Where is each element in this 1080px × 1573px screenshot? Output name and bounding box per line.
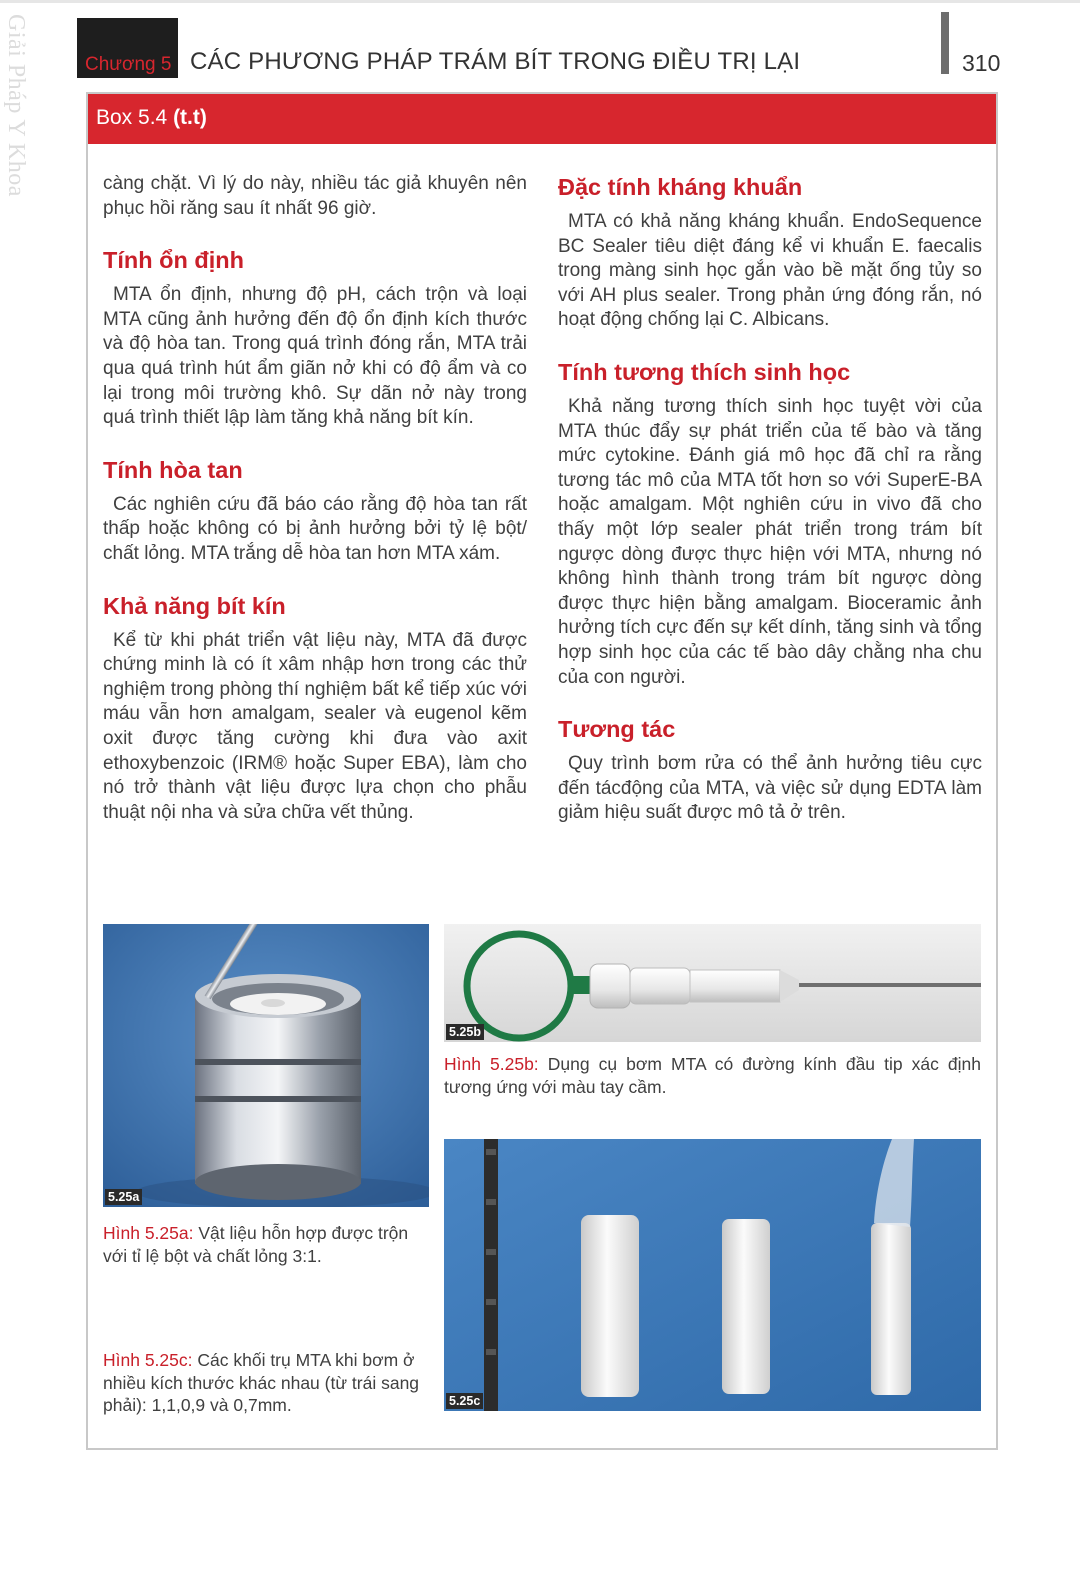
box-title xyxy=(96,106,207,130)
chapter-badge xyxy=(77,18,178,78)
paragraph-interaction: Quy trình bơm rửa có thể ảnh hưởng tiêu cực đến tácđộng của MTA, và việc sử dụng EDTA làm giảm hiệu suất được mô tả ở trên. xyxy=(558,753,982,824)
heading-biocompatibility: Tính tương thích sinh học xyxy=(558,358,851,385)
watermark-text: Giải Pháp Y Khoa xyxy=(3,14,29,197)
mixing-well-photo xyxy=(103,924,429,1207)
right-column xyxy=(558,172,982,826)
caption-5-25c-label: Hình 5.25c: xyxy=(103,1350,193,1370)
paragraph-stability: MTA ổn định, nhưng độ pH, cách trộn và loại MTA cũng ảnh hưởng đến độ ổn định kích thước và độ hòa tan. Trong quá trình đóng rắn, MTA trải qua quá trình hút ẩm giãn nở khi có độ ẩm và co lại trong môi trường khô. Sự dãn nở này trong quá trình thiết lập làm tăng khả năng bít kín. xyxy=(103,284,527,429)
box-header xyxy=(88,94,996,144)
box-title-suffix: (t.t) xyxy=(173,106,207,129)
caption-5-25b xyxy=(444,1053,981,1098)
figure-tag-5-25b: 5.25b xyxy=(446,1024,484,1040)
figure-5-25b-image xyxy=(444,924,981,1042)
caption-5-25b-text: Dụng cụ bơm MTA có đường kính đầu tip xác định tương ứng với màu tay cầm. xyxy=(444,1054,981,1097)
header-divider xyxy=(941,12,949,74)
left-column xyxy=(103,172,527,825)
caption-5-25a-text: Vật liệu hỗn hợp được trộn với tỉ lệ bột và chất lỏng 3:1. xyxy=(103,1223,409,1266)
page-number: 310 xyxy=(962,50,1001,76)
chapter-title: CÁC PHƯƠNG PHÁP TRÁM BÍT TRONG ĐIỀU TRỊ LẠI xyxy=(190,48,801,75)
figure-5-25a-image xyxy=(103,924,429,1207)
left-intro-paragraph: càng chặt. Vì lý do này, nhiều tác giả khuyên nên phục hồi răng sau ít nhất 96 giờ. xyxy=(103,173,527,219)
top-rule xyxy=(0,0,1080,3)
heading-stability: Tính ổn định xyxy=(103,247,244,274)
paragraph-sealing: Kể từ khi phát triển vật liệu này, MTA đã được chứng minh là có ít xâm nhập hơn trong các thử nghiệm trong phòng thí nghiệm bất kể tiếp xúc với máu vẫn hơn amalgam, sealer và eugenol kẽm oxit được tăng cường khi đưa vào axit ethoxybenzoic (IRM® hoặc Super EBA), làm cho nó trở thành vật liệu được lựa chọn cho phẫu thuật nội nha và sửa chữa vết thủng. xyxy=(103,629,527,823)
paragraph-solubility: Các nghiên cứu đã báo cáo rằng độ hòa tan rất thấp hoặc không có bị ảnh hưởng bởi tỷ lệ bột/ chất lỏng. MTA trắng dễ hòa tan hơn MTA xám. xyxy=(103,493,527,564)
figure-tag-5-25a: 5.25a xyxy=(105,1189,142,1205)
heading-antibacterial: Đặc tính kháng khuẩn xyxy=(558,174,803,200)
caption-5-25a xyxy=(103,1222,429,1267)
paragraph-antibacterial: MTA có khả năng kháng khuẩn. EndoSequence BC Sealer tiêu diệt đáng kể vi khuẩn E. faecalis trong màng sinh học gắn vào bề mặt ống tủy so với AH plus sealer. Trong phản ứng đóng rắn, nó hoạt động chống lại C. Albicans. xyxy=(558,211,982,331)
chapter-label: Chương 5 xyxy=(85,54,172,75)
caption-5-25b-label: Hình 5.25b: xyxy=(444,1054,539,1074)
caption-5-25a-label: Hình 5.25a: xyxy=(103,1223,194,1243)
heading-solubility: Tính hòa tan xyxy=(103,456,243,483)
paragraph-biocompatibility: Khả năng tương thích sinh học tuyệt vời của MTA thúc đẩy sự phát triển của tế bào và tăng mức cytokine. Đánh giá mô học đã chỉ ra rằng tương tác mô của MTA tốt hơn so với SuperE-BA hoặc amalgam. Một nghiên cứu in vivo đã cho thấy một lớp sealer phát triển trong trám bít ngược dòng được thực hiện với MTA, nhưng nó không hình thành trong trám bít ngược dòng được thực hiện bằng amalgam. Bioceramic ảnh hưởng tích cực đến sự kết dính, tăng sinh và tổng hợp sinh học của các tế bào dây chằng nha chu của con người. xyxy=(558,395,982,688)
mta-carrier-photo xyxy=(444,924,981,1042)
figure-tag-5-25c: 5.25c xyxy=(446,1393,483,1409)
heading-interaction: Tương tác xyxy=(558,716,676,743)
caption-5-25c-text: Các khối trụ MTA khi bơm ở nhiều kích thước khác nhau (từ trái sang phải): 1,1,0,9 và 0,7mm. xyxy=(103,1350,420,1415)
side-watermark xyxy=(2,14,36,214)
figure-5-25c-image xyxy=(444,1139,981,1411)
box-title-prefix: Box 5.4 xyxy=(96,106,168,129)
caption-5-25c xyxy=(103,1349,431,1417)
heading-sealing: Khả năng bít kín xyxy=(103,592,286,619)
mta-cylinders-photo xyxy=(444,1139,981,1411)
